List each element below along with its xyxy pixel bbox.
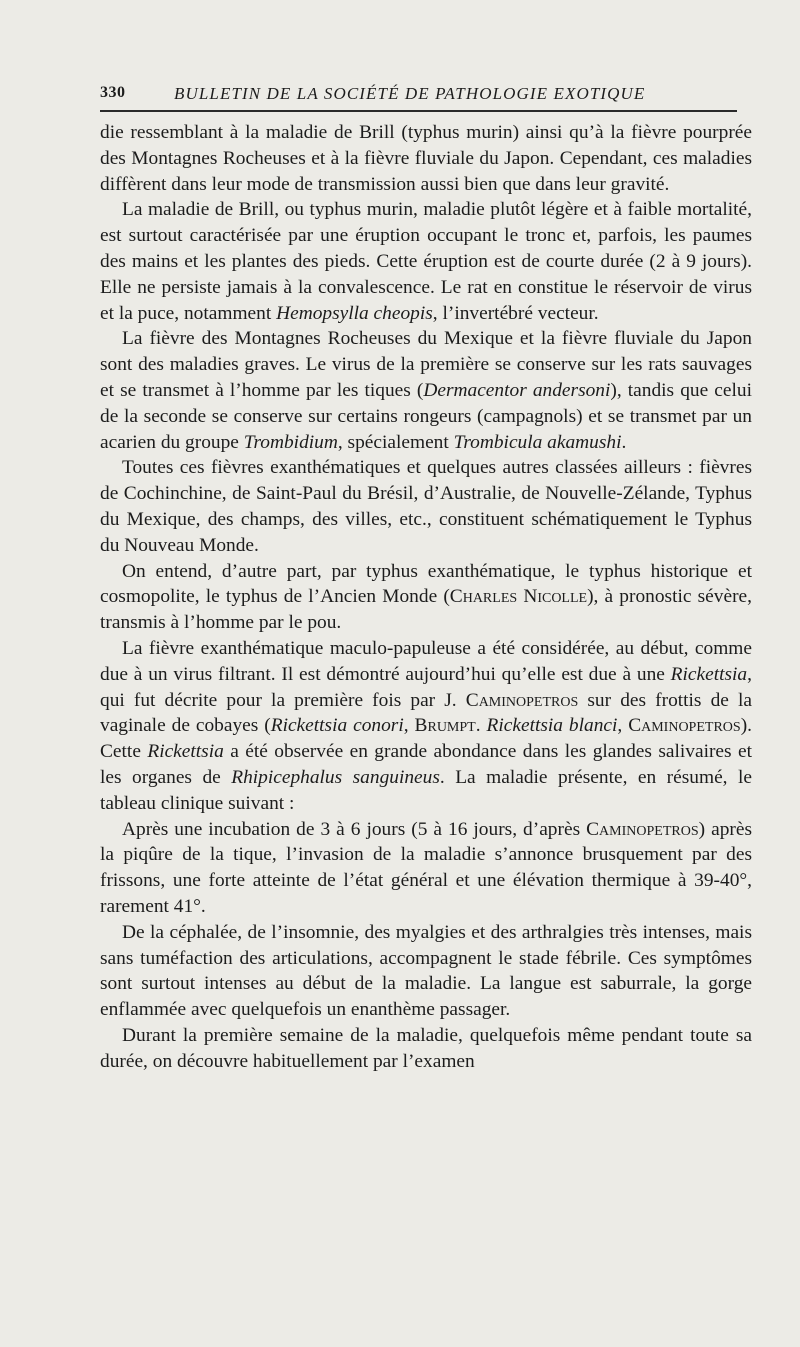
italic-term: Trombidium: [243, 431, 338, 453]
text-run: ), tandis que celui de la seconde se conserve sur certains rongeurs (campagnols) et se transmet par un acarien du groupe: [100, 379, 752, 453]
text-run: ) après la piqûre de la tique, l’invasion de la maladie s’annonce brusquement par des frissons, une forte atteinte de l’état général et une élévation thermique à 39-40°, rarement 41°.: [100, 818, 752, 917]
page-header: [100, 78, 732, 112]
text-run: ). Cette: [100, 715, 752, 763]
author-name: Caminopetros: [628, 715, 741, 737]
paragraph: [100, 559, 752, 636]
text-run: La fièvre exanthématique maculo-papuleuse a été considérée, au début, comme due à un virus filtrant. Il est démontré aujourd’hui qu’elle est due à une: [100, 637, 752, 685]
author-name: Charles Nicolle: [449, 586, 588, 608]
text-run: Durant la première semaine de la maladie, quelquefois même pendant toute sa durée, on découvre habituellement par l’examen: [100, 1024, 752, 1072]
author-name: Caminopetros: [586, 818, 699, 840]
text-run: ), à pronostic sévère, transmis à l’homme par le pou.: [100, 586, 752, 634]
paragraph: [100, 455, 752, 558]
author-name: Caminopetros: [465, 689, 579, 711]
italic-term: Dermacentor andersoni: [423, 379, 611, 401]
text-run: De la céphalée, de l’insomnie, des myalgies et des arthralgies très intenses, mais sans tuméfaction des articulations, accompagnent le stade fébrile. Ces symptômes sont surtout intenses au début de la maladie. La langue est saburrale, la gorge enflammée avec quelquefois un enanthème passager.: [100, 921, 752, 1021]
italic-term: Rickettsia: [670, 663, 748, 685]
text-run: ,: [403, 715, 415, 737]
text-run: , l’invertébré vecteur.: [432, 302, 599, 324]
text-run: , qui fut décrite pour la première fois par J.: [100, 663, 752, 711]
header-rule: [100, 110, 737, 112]
text-run: die ressemblant à la maladie de Brill (typhus murin) ainsi qu’à la fièvre pourprée des Montagnes Rocheuses et à la fièvre fluviale du Japon. Cependant, ces maladies diffèrent dans leur mode de transmission aussi bien que dans leur gravité.: [100, 122, 752, 195]
paragraph: [100, 920, 752, 1023]
italic-term: Rickettsia conori: [270, 715, 404, 737]
text-run: .: [475, 715, 487, 737]
italic-term: Trombicula akamushi: [453, 431, 622, 453]
author-name: Brumpt: [414, 715, 476, 737]
italic-term: Rhipicephalus sanguineus: [231, 766, 440, 788]
italic-term: Rickettsia: [147, 741, 224, 763]
paragraph: [100, 636, 752, 817]
paragraph: [100, 120, 752, 197]
italic-term: Rickettsia blanci: [486, 715, 618, 737]
text-run: ,: [617, 715, 629, 737]
paragraph: [100, 197, 752, 326]
text-run: .: [621, 431, 627, 453]
italic-term: Hemopsylla cheopis: [276, 302, 433, 324]
text-run: La maladie de Brill, ou typhus murin, maladie plutôt légère et à faible mortalité, est surtout caractérisée par une éruption occupant le tronc et, parfois, les paumes des mains et les plantes des pieds. Cette éruption est de courte durée (2 à 9 jours). Elle ne persiste jamais à la convalescence. Le rat en constitue le réservoir de virus et la puce, notamment: [100, 199, 752, 324]
text-run: On entend, d’autre part, par typhus exanthématique, le typhus historique et cosmopolite, le typhus de l’Ancien Monde (: [100, 560, 752, 608]
page-number: 330: [100, 84, 126, 101]
text-run: a été observée en grande abondance dans les glandes salivaires et les organes de: [100, 741, 752, 788]
paragraph: [100, 326, 752, 455]
text-run: . La maladie présente, en résumé, le tableau clinique suivant :: [100, 766, 752, 814]
text-run: La fièvre des Montagnes Rocheuses du Mexique et la fièvre fluviale du Japon sont des maladies graves. Le virus de la première se conserve sur les rats sauvages et se transmet à l’homme par les tiques (: [100, 328, 752, 401]
text-run: Toutes ces fièvres exanthématiques et quelques autres classées ailleurs : fièvres de Cochinchine, de Saint-Paul du Brésil, d’Australie, de Nouvelle-Zélande, Typhus du Mexique, des champs, des villes, etc., constituent schématiquement le Typhus du Nouveau Monde.: [100, 457, 752, 556]
body-text: [100, 120, 752, 1074]
paragraph: [100, 1023, 752, 1075]
text-run: sur des frottis de la vaginale de cobayes (: [100, 689, 752, 737]
text-run: Après une incubation de 3 à 6 jours (5 à 16 jours, d’après: [122, 818, 587, 840]
paragraph: [100, 817, 752, 920]
running-title: BULLETIN DE LA SOCIÉTÉ DE PATHOLOGIE EXOTIQUE: [174, 84, 646, 103]
text-run: , spécialement: [337, 431, 454, 453]
